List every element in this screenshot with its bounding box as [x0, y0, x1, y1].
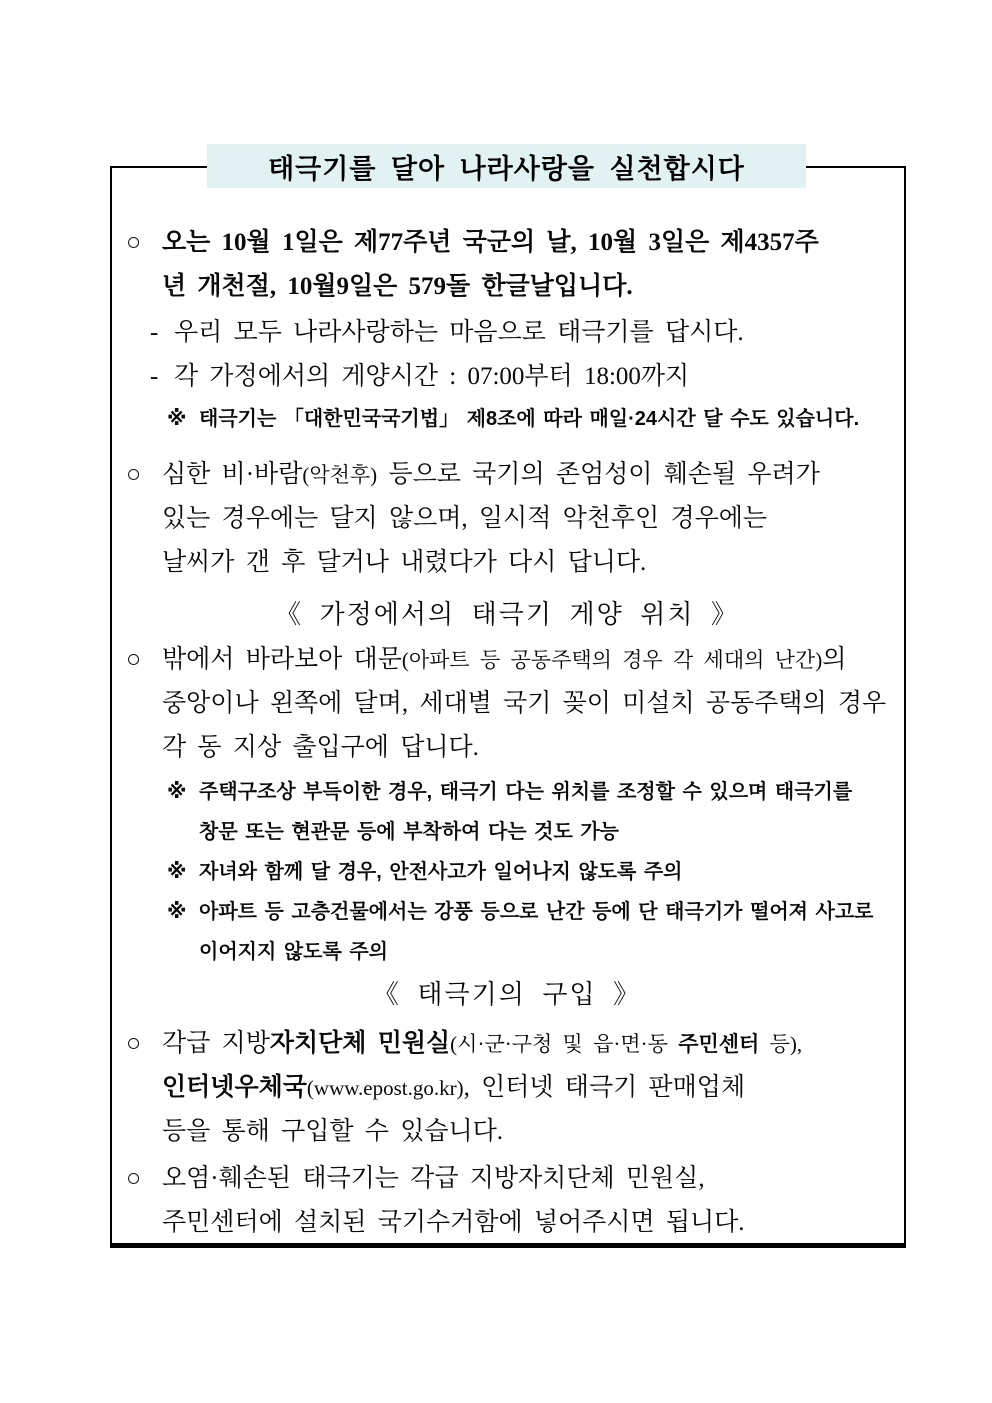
text-segment: 인터넷우체국 — [162, 1074, 307, 1101]
reference-marker: ※ — [167, 408, 187, 430]
text-line — [162, 638, 886, 682]
text-line — [162, 1066, 802, 1110]
text-segment: , 인터넷 태극기 판매업체 — [463, 1074, 746, 1101]
text-line: 이어지지 않도록 주의 — [199, 941, 388, 963]
text-line — [162, 453, 820, 497]
text-line: 각 가정에서의 게양시간 : 07:00부터 18:00까지 — [174, 363, 690, 390]
text-segment: 밖에서 바라보아 대문 — [162, 646, 402, 673]
text-segment: 등으로 국기의 존엄성이 훼손될 우려가 — [377, 461, 820, 488]
text-line: 자녀와 함께 달 경우, 안전사고가 일어나지 않도록 주의 — [199, 861, 683, 883]
text-segment: 각급 지방 — [162, 1030, 270, 1057]
text-segment: 주민센터 — [678, 1032, 760, 1056]
text-line: 등을 통해 구입할 수 있습니다. — [162, 1118, 504, 1145]
reference-marker: ※ — [167, 781, 187, 803]
section-heading: 《 가정에서의 태극기 게양 위치 》 — [275, 600, 739, 629]
text-line: 아파트 등 고층건물에서는 강풍 등으로 난간 등에 단 태극기가 떨어져 사고로 — [199, 901, 874, 923]
text-segment: (www.epost.go.kr) — [306, 1076, 464, 1100]
circle-bullet-marker: ○ — [126, 1030, 142, 1057]
circle-bullet-marker: ○ — [126, 461, 142, 488]
notice-item — [126, 453, 888, 585]
text-segment: 심한 비·바람 — [162, 461, 303, 488]
note-item — [167, 399, 888, 439]
notice-item — [126, 221, 888, 309]
section-heading: 《 태극기의 구입 》 — [372, 980, 642, 1009]
text-line: 우리 모두 나라사랑하는 마음으로 태극기를 답시다. — [174, 319, 744, 346]
sub-item — [150, 311, 888, 355]
circle-bullet-marker: ○ — [126, 646, 142, 673]
text-line: 중앙이나 왼쪽에 달며, 세대별 국기 꽂이 미설치 공동주택의 경우 — [162, 690, 887, 717]
text-segment: 자치단체 민원실 — [269, 1030, 451, 1057]
note-item — [167, 852, 888, 892]
note-item — [167, 772, 888, 852]
text-line — [162, 1022, 802, 1066]
dash-marker: - — [150, 319, 159, 346]
text-line: 태극기는 「대한민국국기법」 제8조에 따라 매일·24시간 달 수도 있습니다. — [199, 408, 860, 430]
document-title: 태극기를 달아 나라사랑을 실천합시다 — [207, 144, 806, 188]
text-line: 날씨가 갠 후 달거나 내렸다가 다시 답니다. — [162, 549, 647, 576]
sub-item — [150, 355, 888, 399]
text-segment: 등), — [759, 1032, 803, 1056]
text-line: 각 동 지상 출입구에 답니다. — [162, 734, 479, 761]
text-segment: (아파트 등 공동주택의 경우 각 세대의 난간) — [401, 648, 823, 672]
notice-item — [126, 1022, 888, 1154]
text-line: 주택구조상 부득이한 경우, 태극기 다는 위치를 조정할 수 있으며 태극기를 — [199, 781, 853, 803]
text-line: 년 개천절, 10월9일은 579돌 한글날입니다. — [162, 273, 633, 300]
text-segment: (악천후) — [302, 463, 378, 487]
reference-marker: ※ — [167, 861, 187, 883]
circle-bullet-marker: ○ — [126, 229, 142, 256]
circle-bullet-marker: ○ — [126, 1165, 142, 1192]
notice-item — [126, 638, 888, 770]
notice-item — [126, 1157, 888, 1245]
text-line: 주민센터에 설치된 국기수거함에 넣어주시면 됩니다. — [162, 1209, 745, 1236]
text-line: 오염·훼손된 태극기는 각급 지방자치단체 민원실, — [162, 1165, 705, 1192]
note-item — [167, 892, 888, 972]
dash-marker: - — [150, 363, 159, 390]
reference-marker: ※ — [167, 901, 187, 923]
text-line: 오는 10월 1일은 제77주년 국군의 날, 10월 3일은 제4357주 — [162, 229, 819, 256]
text-line: 창문 또는 현관문 등에 부착하여 다는 것도 가능 — [199, 821, 619, 843]
text-segment: 의 — [822, 646, 847, 673]
document-border-box — [110, 166, 906, 1248]
text-line: 있는 경우에는 달지 않으며, 일시적 악천후인 경우에는 — [162, 505, 768, 532]
text-segment: (시·군·구청 및 읍·면·동 — [450, 1032, 679, 1056]
